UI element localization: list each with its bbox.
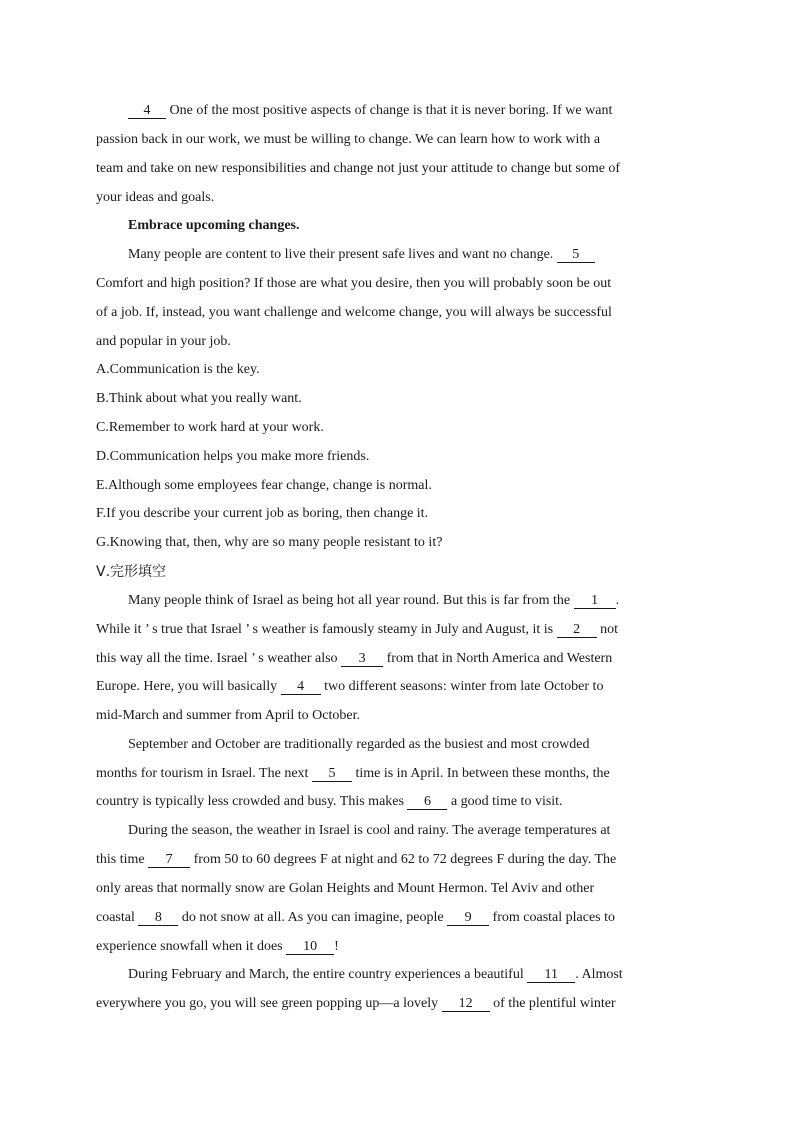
text-span: everywhere you go, you will see green popping up—a lovely xyxy=(96,996,439,1011)
text-line: mid-March and summer from April to October. xyxy=(96,708,360,723)
text-span: time is in April. In between these months, the xyxy=(355,766,610,781)
text-span: Europe. Here, you will basically xyxy=(96,679,278,694)
text-line: Comfort and high position? If those are what you desire, then you will probably soon be out xyxy=(96,276,612,291)
text-span: . Almost xyxy=(575,967,623,982)
option-item: G.Knowing that, then, why are so many people resistant to it? xyxy=(96,535,443,550)
text-line xyxy=(128,102,612,120)
text-span: While it ’ s true that Israel ’ s weather is famously steamy in July and August, it is xyxy=(96,622,554,637)
text-span: One of the most positive aspects of change is that it is never boring. If we want xyxy=(169,103,613,118)
answer-blank[interactable]: 5 xyxy=(557,247,595,263)
text-line xyxy=(96,765,610,783)
option-item: F.If you describe your current job as boring, then change it. xyxy=(96,506,429,521)
section-title: Ⅴ.完形填空 xyxy=(96,564,167,580)
text-line: passion back in our work, we must be willing to change. We can learn how to work with a xyxy=(96,132,601,147)
text-span: this way all the time. Israel ’ s weather also xyxy=(96,651,338,666)
text-line: team and take on new responsibilities and change not just your attitude to change but some of xyxy=(96,161,621,176)
text-line xyxy=(96,621,618,639)
text-line xyxy=(128,246,595,264)
answer-blank[interactable]: 7 xyxy=(148,852,190,868)
text-line xyxy=(96,650,612,668)
text-line xyxy=(96,938,339,956)
answer-blank[interactable]: 11 xyxy=(527,967,575,983)
answer-blank[interactable]: 4 xyxy=(281,679,321,695)
text-span: months for tourism in Israel. The next xyxy=(96,766,309,781)
text-line xyxy=(96,678,603,696)
text-span: from that in North America and Western xyxy=(386,651,613,666)
answer-blank[interactable]: 10 xyxy=(286,939,334,955)
text-span: Many people think of Israel as being hot all year round. But this is far from the xyxy=(128,593,571,608)
text-line: September and October are traditionally regarded as the busiest and most crowded xyxy=(128,737,590,752)
option-item: C.Remember to work hard at your work. xyxy=(96,420,324,435)
option-item: E.Although some employees fear change, change is normal. xyxy=(96,478,432,493)
text-span: country is typically less crowded and busy. This makes xyxy=(96,794,404,809)
text-line: During the season, the weather in Israel is cool and rainy. The average temperatures at xyxy=(128,823,611,838)
answer-blank[interactable]: 2 xyxy=(557,622,597,638)
text-line xyxy=(96,851,616,869)
text-line xyxy=(128,966,623,984)
text-span: Many people are content to live their present safe lives and want no change. xyxy=(128,247,554,262)
text-span: do not snow at all. As you can imagine, people xyxy=(181,910,444,925)
answer-blank[interactable]: 8 xyxy=(138,910,178,926)
text-line: only areas that normally snow are Golan Heights and Mount Hermon. Tel Aviv and other xyxy=(96,881,595,896)
text-span: ! xyxy=(334,939,339,954)
answer-blank[interactable]: 6 xyxy=(407,794,447,810)
option-item: D.Communication helps you make more friends. xyxy=(96,449,370,464)
section-heading: Embrace upcoming changes. xyxy=(128,218,300,233)
text-line xyxy=(96,909,615,927)
text-span: . xyxy=(615,593,620,608)
text-line: and popular in your job. xyxy=(96,334,231,349)
answer-blank[interactable]: 5 xyxy=(312,766,352,782)
text-span: from 50 to 60 degrees F at night and 62 to 72 degrees F during the day. The xyxy=(193,852,617,867)
text-span: of the plentiful winter xyxy=(493,996,616,1011)
answer-blank[interactable]: 9 xyxy=(447,910,489,926)
text-span: coastal xyxy=(96,910,135,925)
text-line xyxy=(96,995,616,1013)
text-span: two different seasons: winter from late October to xyxy=(324,679,604,694)
text-span: During February and March, the entire country experiences a beautiful xyxy=(128,967,524,982)
option-item: B.Think about what you really want. xyxy=(96,391,302,406)
answer-blank[interactable]: 1 xyxy=(574,593,616,609)
answer-blank[interactable]: 4 xyxy=(128,103,166,119)
text-line: of a job. If, instead, you want challenge and welcome change, you will always be successful xyxy=(96,305,612,320)
text-span: a good time to visit. xyxy=(450,794,563,809)
answer-blank[interactable]: 3 xyxy=(341,651,383,667)
text-span: from coastal places to xyxy=(492,910,616,925)
text-line: your ideas and goals. xyxy=(96,190,215,205)
text-line xyxy=(96,793,563,811)
text-span: experience snowfall when it does xyxy=(96,939,283,954)
text-span: not xyxy=(600,622,619,637)
answer-blank[interactable]: 12 xyxy=(442,996,490,1012)
text-span: this time xyxy=(96,852,145,867)
option-item: A.Communication is the key. xyxy=(96,362,260,377)
text-line xyxy=(128,592,619,610)
